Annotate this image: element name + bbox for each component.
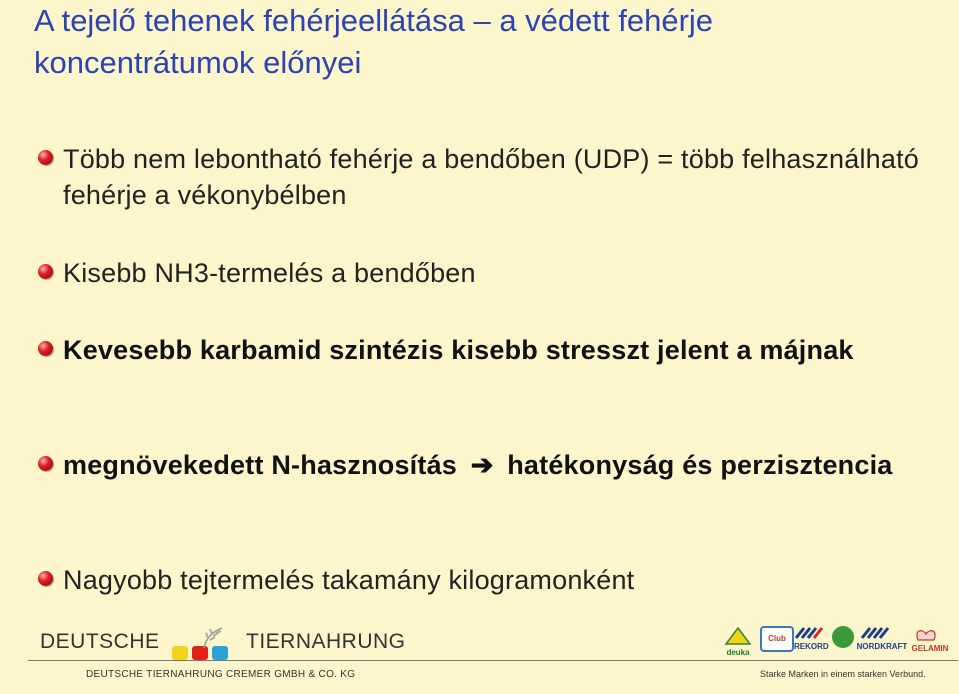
red-bullet-icon (38, 341, 53, 356)
bullet-text-before: megnövekedett N-hasznosítás (63, 450, 457, 480)
company-name: DEUTSCHE TIERNAHRUNG CREMER GMBH & CO. KG (86, 669, 356, 680)
right-arrow-icon: ➔ (470, 450, 494, 480)
brand-name-left: DEUTSCHE (40, 630, 160, 653)
bullet-text: Kevesebb karbamid szintézis kisebb stresszt jelent a májnak (63, 335, 854, 365)
footer (0, 620, 959, 694)
bullet-text: Kisebb NH3-termelés a bendőben (63, 258, 476, 288)
deuka-logo: deuka (722, 626, 754, 654)
red-bullet-icon (38, 571, 53, 586)
red-bullet-icon (38, 150, 53, 165)
bullet-item (38, 141, 928, 213)
bullet-item (38, 562, 928, 598)
slide-title: A tejelő tehenek fehérjeellátása – a védett fehérje koncentrátumok előnyei (34, 3, 714, 80)
footer-divider (28, 660, 958, 661)
bullet-item (38, 332, 928, 368)
bullet-text: Nagyobb tejtermelés takamány kilogramonként (63, 565, 635, 595)
bullet-item (38, 447, 928, 483)
brand-name-right: TIERNAHRUNG (246, 630, 406, 653)
bullet-text (63, 447, 893, 483)
partner-logos (722, 626, 956, 656)
slogan: Starke Marken in einem starken Verbund. (760, 669, 926, 679)
green-round-logo-icon (832, 626, 854, 648)
red-bullet-icon (38, 456, 53, 471)
bullet-text-after: hatékonyság és perzisztencia (507, 450, 893, 480)
bullet-text: Több nem lebontható fehérje a bendőben (UDP) = több felhasználható fehérje a vékonybélben (63, 144, 920, 210)
nordkraft-logo: NORDKRAFT (856, 626, 908, 656)
rekord-logo: REKORD (794, 626, 828, 656)
gelamin-logo: GELAMIN (910, 626, 950, 656)
club-logo: Club (760, 626, 794, 652)
red-bullet-icon (38, 264, 53, 279)
bullet-item (38, 255, 928, 291)
wheat-logo-icon (166, 626, 240, 662)
